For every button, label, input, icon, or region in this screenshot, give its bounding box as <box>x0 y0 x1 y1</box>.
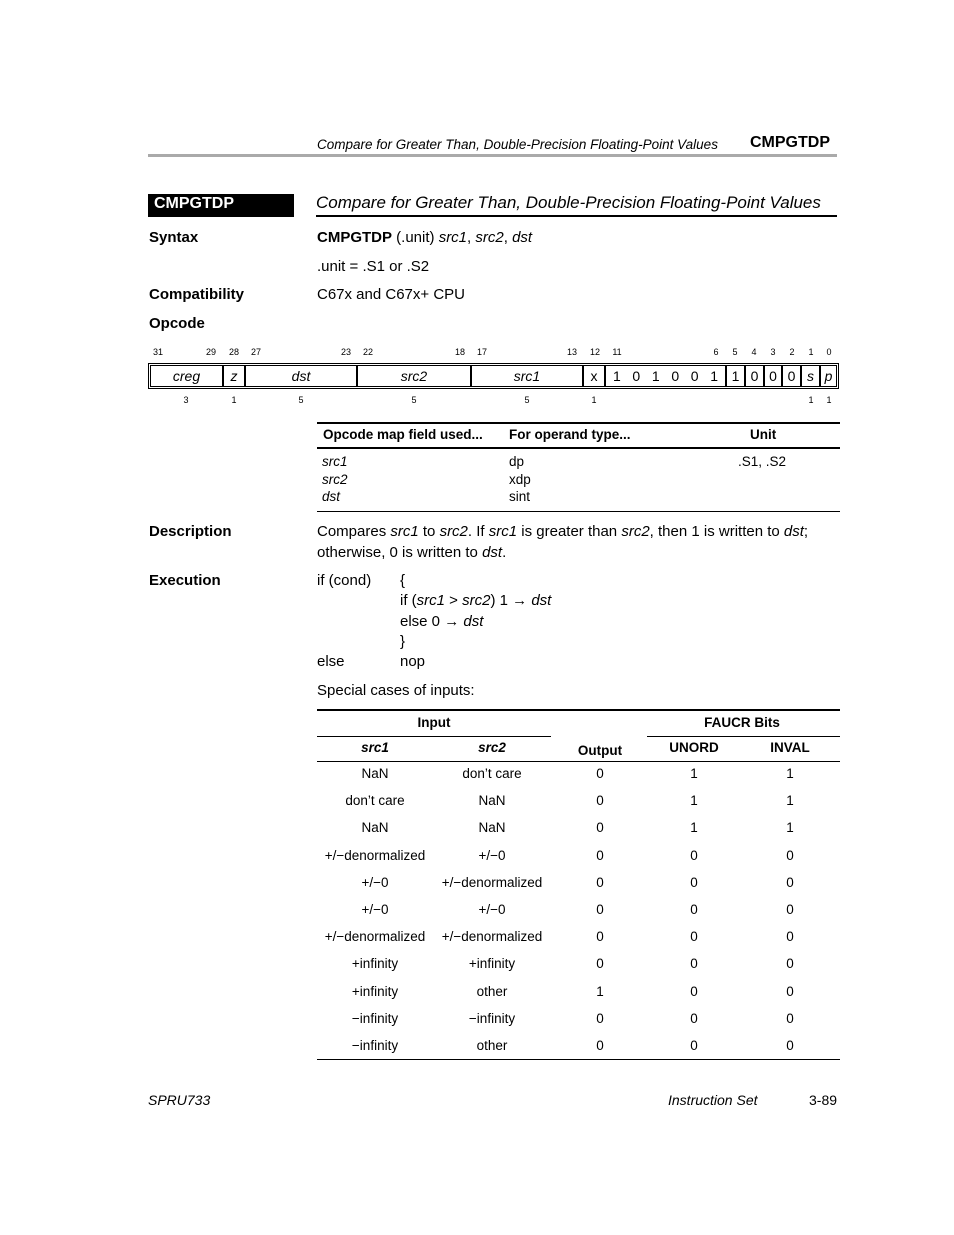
cases-cell-src2: +/−0 <box>478 902 506 917</box>
header-rule <box>148 154 837 157</box>
bit-number: 2 <box>789 347 795 357</box>
exec-operand: src2 <box>462 592 491 609</box>
cases-cell-unord: 0 <box>690 875 698 890</box>
opcode-field-dst: dst <box>245 365 357 387</box>
exec-if-cond: if (cond) <box>317 572 372 589</box>
map-field: dst <box>322 489 341 504</box>
field-width: 3 <box>183 395 189 405</box>
description-line-2 <box>317 544 506 561</box>
cases-cell-src1: +/−0 <box>361 875 389 890</box>
footer-page-number: 3-89 <box>809 1092 838 1108</box>
cases-cell-inval: 0 <box>786 902 794 917</box>
field-width: 5 <box>524 395 530 405</box>
desc-operand: dst <box>482 544 503 561</box>
footer-doc-id: SPRU733 <box>148 1092 211 1108</box>
cases-cell-inval: 1 <box>786 766 794 781</box>
map-type: xdp <box>509 472 531 487</box>
cases-header-src2: src2 <box>478 740 506 755</box>
bit-number: 18 <box>454 347 466 357</box>
cases-cell-inval: 0 <box>786 848 794 863</box>
cases-bottom-rule <box>317 1059 840 1060</box>
opcode-field-src1: src1 <box>471 365 583 387</box>
desc-text: is greater than <box>517 523 622 540</box>
field-width: 5 <box>298 395 304 405</box>
cases-cell-output: 0 <box>596 1038 604 1053</box>
desc-text: . If <box>467 523 489 540</box>
desc-text: ; <box>803 523 809 540</box>
syntax-comma: , <box>503 229 508 246</box>
bit-number: 1 <box>808 347 814 357</box>
exec-if-line <box>400 592 551 609</box>
cases-cell-src2: +/−denormalized <box>441 929 543 944</box>
cases-cell-unord: 0 <box>690 1038 698 1053</box>
cases-cell-src2: +/−0 <box>478 848 506 863</box>
cases-cell-src2: NaN <box>478 820 506 835</box>
footer-section: Instruction Set <box>668 1092 758 1108</box>
syntax-line <box>317 229 532 246</box>
cases-top-rule <box>317 709 840 711</box>
cases-cell-inval: 0 <box>786 1038 794 1053</box>
cases-cell-src1: +/−denormalized <box>324 929 426 944</box>
field-width: 1 <box>591 395 597 405</box>
cases-cell-output: 0 <box>596 875 604 890</box>
map-header-field: Opcode map field used... <box>323 427 483 442</box>
bit-number: 6 <box>713 347 719 357</box>
cases-cell-src1: −infinity <box>351 1011 399 1026</box>
cases-cell-src1: +infinity <box>351 956 399 971</box>
cases-header-unord: UNORD <box>669 740 719 755</box>
opcode-field-bit5: 1 <box>726 365 745 387</box>
bit-number: 0 <box>826 347 832 357</box>
cases-cell-src2: other <box>476 1038 508 1053</box>
cases-cell-src2: +/−denormalized <box>441 875 543 890</box>
cases-cell-unord: 0 <box>690 1011 698 1026</box>
map-type: dp <box>509 454 525 469</box>
cases-cell-src2: −infinity <box>468 1011 516 1026</box>
opcode-field-p: p <box>820 365 837 387</box>
exec-text: ) 1 → <box>490 592 532 609</box>
compatibility-label: Compatibility <box>149 286 245 303</box>
bit-number: 23 <box>340 347 352 357</box>
opcode-field-z: z <box>223 365 245 387</box>
syntax-mnemonic: CMPGTDP <box>317 229 392 246</box>
opcode-field-s: s <box>801 365 820 387</box>
opcode-field-bit3: 0 <box>764 365 782 387</box>
cases-cell-inval: 0 <box>786 984 794 999</box>
cases-cell-src1: don’t care <box>345 793 405 808</box>
opcode-field-x: x <box>583 365 605 387</box>
cases-cell-output: 0 <box>596 848 604 863</box>
cases-header-input: Input <box>417 715 451 730</box>
bit-number: 3 <box>770 347 776 357</box>
syntax-label: Syntax <box>149 229 199 246</box>
bit-number: 5 <box>732 347 738 357</box>
exec-operand: dst <box>531 592 552 609</box>
exec-else-line <box>400 613 483 630</box>
bit-number: 11 <box>612 347 622 357</box>
cases-cell-unord: 0 <box>690 984 698 999</box>
cases-header-src1: src1 <box>361 740 389 755</box>
map-header-type: For operand type... <box>509 427 631 442</box>
special-cases-intro: Special cases of inputs: <box>317 682 475 699</box>
cases-cell-inval: 0 <box>786 875 794 890</box>
desc-operand: src2 <box>621 523 650 540</box>
compatibility-value: C67x and C67x+ CPU <box>317 286 465 303</box>
cases-cell-output: 0 <box>596 793 604 808</box>
description-line-1 <box>317 523 808 540</box>
exec-else: else <box>317 653 345 670</box>
bit-number: 12 <box>589 347 601 357</box>
opcode-field-bit4: 0 <box>745 365 764 387</box>
map-type: sint <box>509 489 531 504</box>
cases-cell-src1: +/−0 <box>361 902 389 917</box>
cases-header-output: Output <box>577 743 623 758</box>
running-header-mnemonic: CMPGTDP <box>750 134 830 151</box>
field-width: 1 <box>826 395 832 405</box>
cases-cell-src1: +/−denormalized <box>324 848 426 863</box>
cases-cell-src1: NaN <box>361 766 389 781</box>
cases-cell-src2: don’t care <box>462 766 522 781</box>
cases-cell-inval: 0 <box>786 929 794 944</box>
field-width: 5 <box>411 395 417 405</box>
cases-cell-output: 0 <box>596 1011 604 1026</box>
cases-cell-output: 0 <box>596 902 604 917</box>
cases-cell-unord: 0 <box>690 902 698 917</box>
map-header-unit: Unit <box>750 427 777 442</box>
cases-cell-unord: 1 <box>690 766 698 781</box>
cases-cell-unord: 1 <box>690 793 698 808</box>
syntax-unit: (.unit) <box>396 229 435 246</box>
cases-cell-src2: +infinity <box>468 956 516 971</box>
bit-number: 27 <box>250 347 262 357</box>
desc-text: , then 1 is written to <box>649 523 784 540</box>
opcode-label: Opcode <box>149 315 205 332</box>
exec-open-brace: { <box>400 572 406 589</box>
exec-text: else 0 → <box>400 613 464 630</box>
desc-text: to <box>418 523 440 540</box>
bit-number: 4 <box>751 347 757 357</box>
cases-cell-src1: −infinity <box>351 1038 399 1053</box>
desc-text: otherwise, 0 is written to <box>317 544 483 561</box>
bit-number: 29 <box>205 347 217 357</box>
exec-close-brace: } <box>400 633 406 650</box>
opcode-field-creg: creg <box>150 365 223 387</box>
section-title: Compare for Greater Than, Double-Precision Floating-Point Values <box>316 193 821 212</box>
opcode-field-src2: src2 <box>357 365 471 387</box>
map-field: src1 <box>322 454 348 469</box>
syntax-op2: src2 <box>475 229 504 246</box>
desc-operand: src2 <box>439 523 468 540</box>
map-field: src2 <box>322 472 348 487</box>
bit-number: 22 <box>362 347 374 357</box>
cases-cell-output: 0 <box>596 929 604 944</box>
cases-cell-unord: 0 <box>690 848 698 863</box>
cases-cell-output: 1 <box>596 984 604 999</box>
cases-cell-inval: 0 <box>786 956 794 971</box>
map-unit: .S1, .S2 <box>738 454 787 469</box>
bit-number: 17 <box>476 347 488 357</box>
cases-cell-inval: 1 <box>786 820 794 835</box>
field-width: 1 <box>231 395 237 405</box>
description-label: Description <box>149 523 232 540</box>
cases-cell-unord: 0 <box>690 929 698 944</box>
opcode-field-bit2: 0 <box>782 365 801 387</box>
execution-label: Execution <box>149 572 221 589</box>
cases-cell-unord: 0 <box>690 956 698 971</box>
section-title-rule <box>316 215 837 217</box>
cases-header-faucr: FAUCR Bits <box>704 715 780 730</box>
syntax-unit-line: .unit = .S1 or .S2 <box>317 258 430 275</box>
cases-faucr-rule <box>647 736 840 737</box>
section-mnemonic-box: CMPGTDP <box>148 194 294 217</box>
exec-operand: dst <box>463 613 484 630</box>
exec-text: > <box>445 592 463 609</box>
cases-cell-output: 0 <box>596 820 604 835</box>
desc-operand: src1 <box>390 523 419 540</box>
map-table-top-rule <box>317 422 840 424</box>
cases-cell-src2: NaN <box>478 793 506 808</box>
exec-nop: nop <box>400 653 426 670</box>
map-table-bottom-rule <box>317 511 840 512</box>
desc-operand: dst <box>783 523 804 540</box>
cases-cell-unord: 1 <box>690 820 698 835</box>
bit-number: 28 <box>228 347 240 357</box>
desc-operand: src1 <box>488 523 518 540</box>
bit-number: 31 <box>152 347 164 357</box>
map-table-header-rule <box>317 447 840 449</box>
cases-cell-inval: 0 <box>786 1011 794 1026</box>
syntax-op1: src1 <box>438 229 468 246</box>
cases-input-rule <box>317 736 551 737</box>
desc-text: . <box>502 544 507 561</box>
cases-cell-inval: 1 <box>786 793 794 808</box>
running-header-title: Compare for Greater Than, Double-Precision Floating-Point Values <box>317 137 718 152</box>
field-width: 1 <box>808 395 814 405</box>
cases-header-inval: INVAL <box>770 740 810 755</box>
cases-header-bottom-rule <box>317 761 840 762</box>
syntax-op3: dst <box>512 229 533 246</box>
cases-cell-src1: NaN <box>361 820 389 835</box>
cases-cell-src2: other <box>476 984 508 999</box>
bit-number: 13 <box>566 347 578 357</box>
desc-text: Compares <box>317 523 391 540</box>
exec-text: if ( <box>400 592 417 609</box>
exec-operand: src1 <box>416 592 446 609</box>
cases-cell-output: 0 <box>596 766 604 781</box>
opcode-field-op: 1 0 1 0 0 1 <box>605 365 726 387</box>
cases-cell-src1: +infinity <box>351 984 399 999</box>
cases-cell-output: 0 <box>596 956 604 971</box>
syntax-comma: , <box>467 229 472 246</box>
